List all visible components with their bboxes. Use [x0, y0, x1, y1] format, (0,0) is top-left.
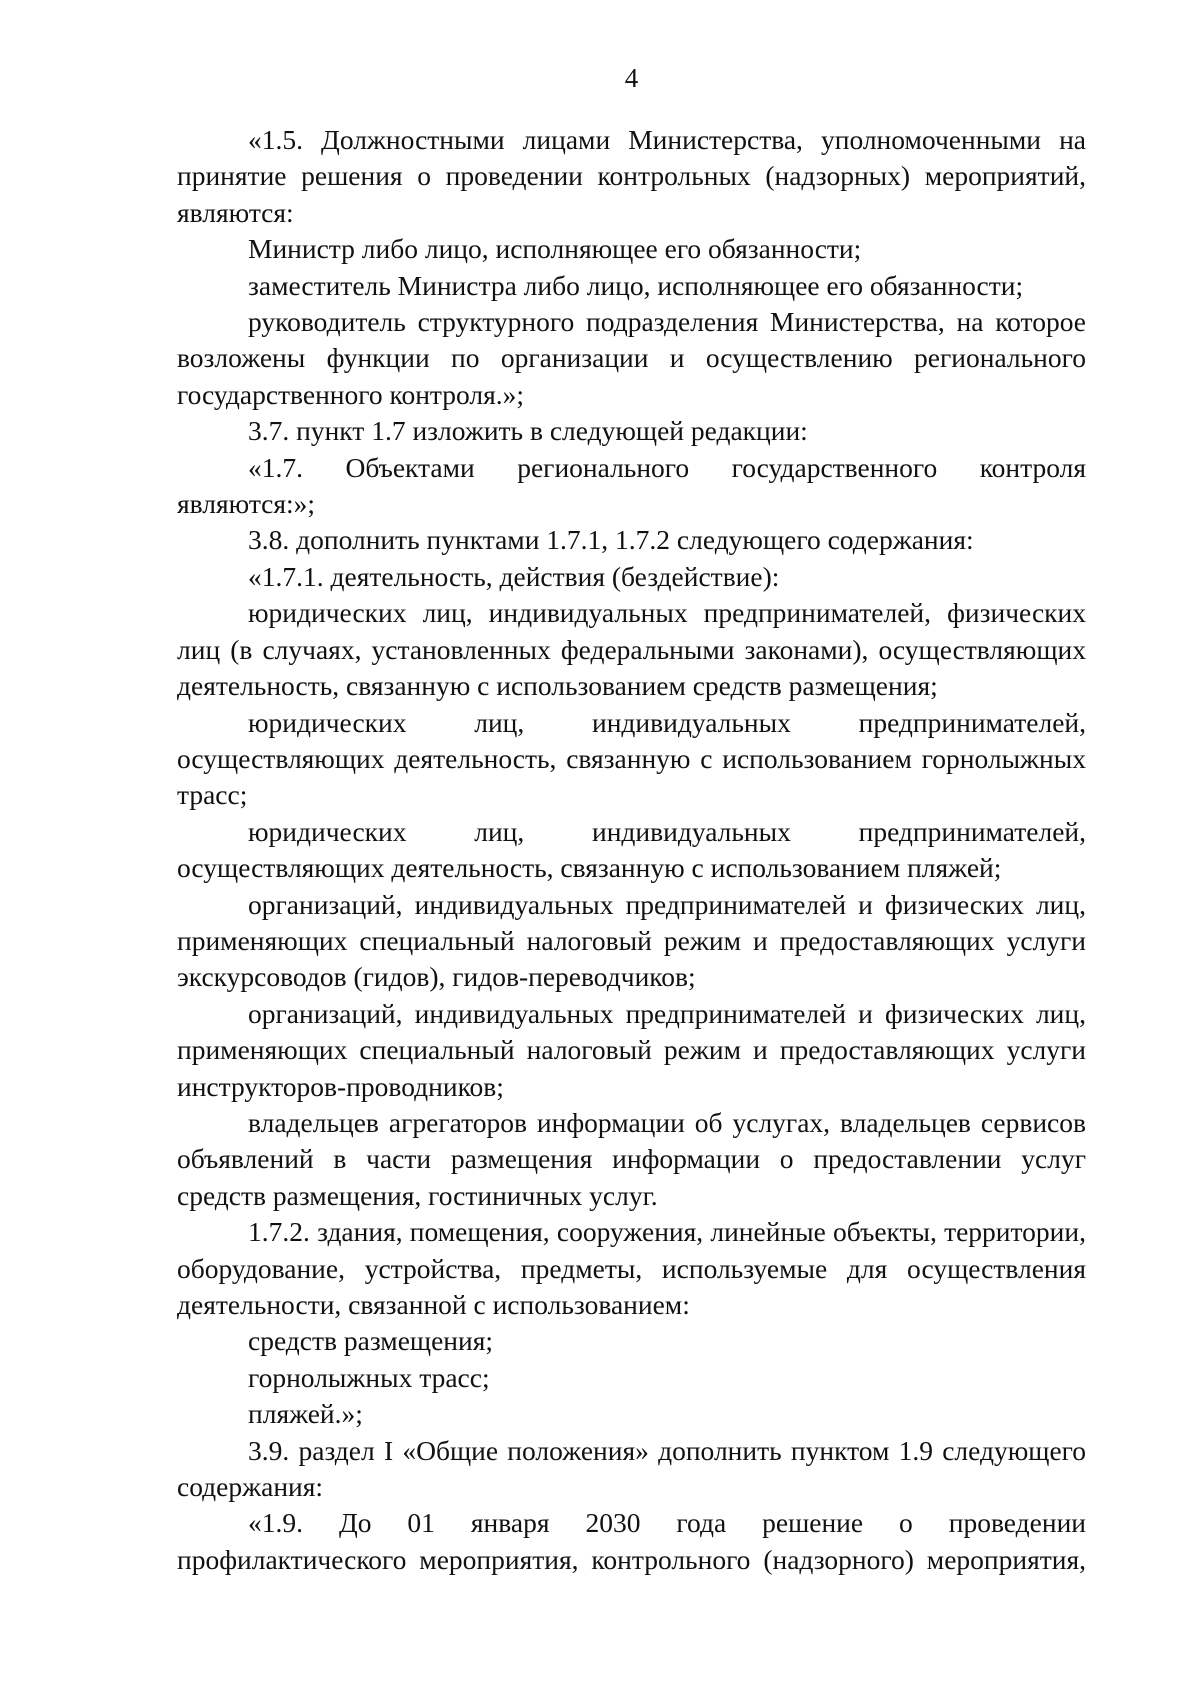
paragraph-department-head: руководитель структурного подразделения Министерства, на которое возложены функции по организации и осуществлению регионального государственного контроля.»; [177, 306, 1086, 410]
paragraph-minister: Министр либо лицо, исполняющее его обязанности; [248, 233, 862, 265]
paragraph-ski-slope-entities: юридических лиц, индивидуальных предпринимателей, осуществляющих деятельность, связанную с использованием горнолыжных трасс; [177, 706, 1086, 811]
paragraph-3-7: 3.7. пункт 1.7 изложить в следующей редакции: [248, 415, 808, 447]
paragraph-3-8: 3.8. дополнить пунктами 1.7.1, 1.7.2 следующего содержания: [248, 524, 974, 556]
paragraph-accommodation-entities: юридических лиц, индивидуальных предпринимателей, физических лиц (в случаях, установленных федеральными законами), осуществляющих деятельность, связанную с использованием средств размещения; [177, 597, 1086, 702]
page-number: 4 [624, 63, 639, 93]
paragraph-deputy-minister: заместитель Министра либо лицо, исполняющее его обязанности; [248, 269, 1024, 301]
paragraph-guides: организаций, индивидуальных предпринимателей и физических лиц, применяющих специальный налоговый режим и предоставляющих услуги экскурсоводов (гидов), гидов-переводчиков; [177, 888, 1086, 993]
paragraph-ski-slopes: горнолыжных трасс; [248, 1361, 490, 1393]
paragraph-1-5: «1.5. Должностными лицами Министерства, уполномоченными на принятие решения о проведении контрольных (надзорных) мероприятий, являются: [177, 124, 1086, 228]
paragraph-1-7: «1.7. Объектами регионального государственного контроля являются:»; [177, 451, 1086, 520]
paragraph-beach-entities: юридических лиц, индивидуальных предпринимателей, осуществляющих деятельность, связанную с использованием пляжей; [177, 815, 1086, 884]
document-body [177, 122, 1086, 1578]
paragraph-accommodation: средств размещения; [248, 1325, 494, 1357]
paragraph-1-7-2: 1.7.2. здания, помещения, сооружения, линейные объекты, территории, оборудование, устройства, предметы, используемые для осуществления деятельности, связанной с использованием: [177, 1216, 1086, 1320]
paragraph-3-9: 3.9. раздел I «Общие положения» дополнить пунктом 1.9 следующего содержания: [177, 1434, 1086, 1503]
paragraph-1-9: «1.9. До 01 января 2030 года решение о проведении профилактического мероприятия, контрольного (надзорного) мероприятия, [177, 1507, 1086, 1575]
paragraph-aggregators: владельцев агрегаторов информации об услугах, владельцев сервисов объявлений в части размещения информации о предоставлении услуг средств размещения, гостиничных услуг. [177, 1106, 1086, 1211]
paragraph-1-7-1: «1.7.1. деятельность, действия (бездействие): [248, 560, 780, 592]
paragraph-beaches: пляжей.»; [248, 1398, 363, 1430]
paragraph-instructors: организаций, индивидуальных предпринимателей и физических лиц, применяющих специальный налоговый режим и предоставляющих услуги инструкторов-проводников; [177, 997, 1086, 1102]
